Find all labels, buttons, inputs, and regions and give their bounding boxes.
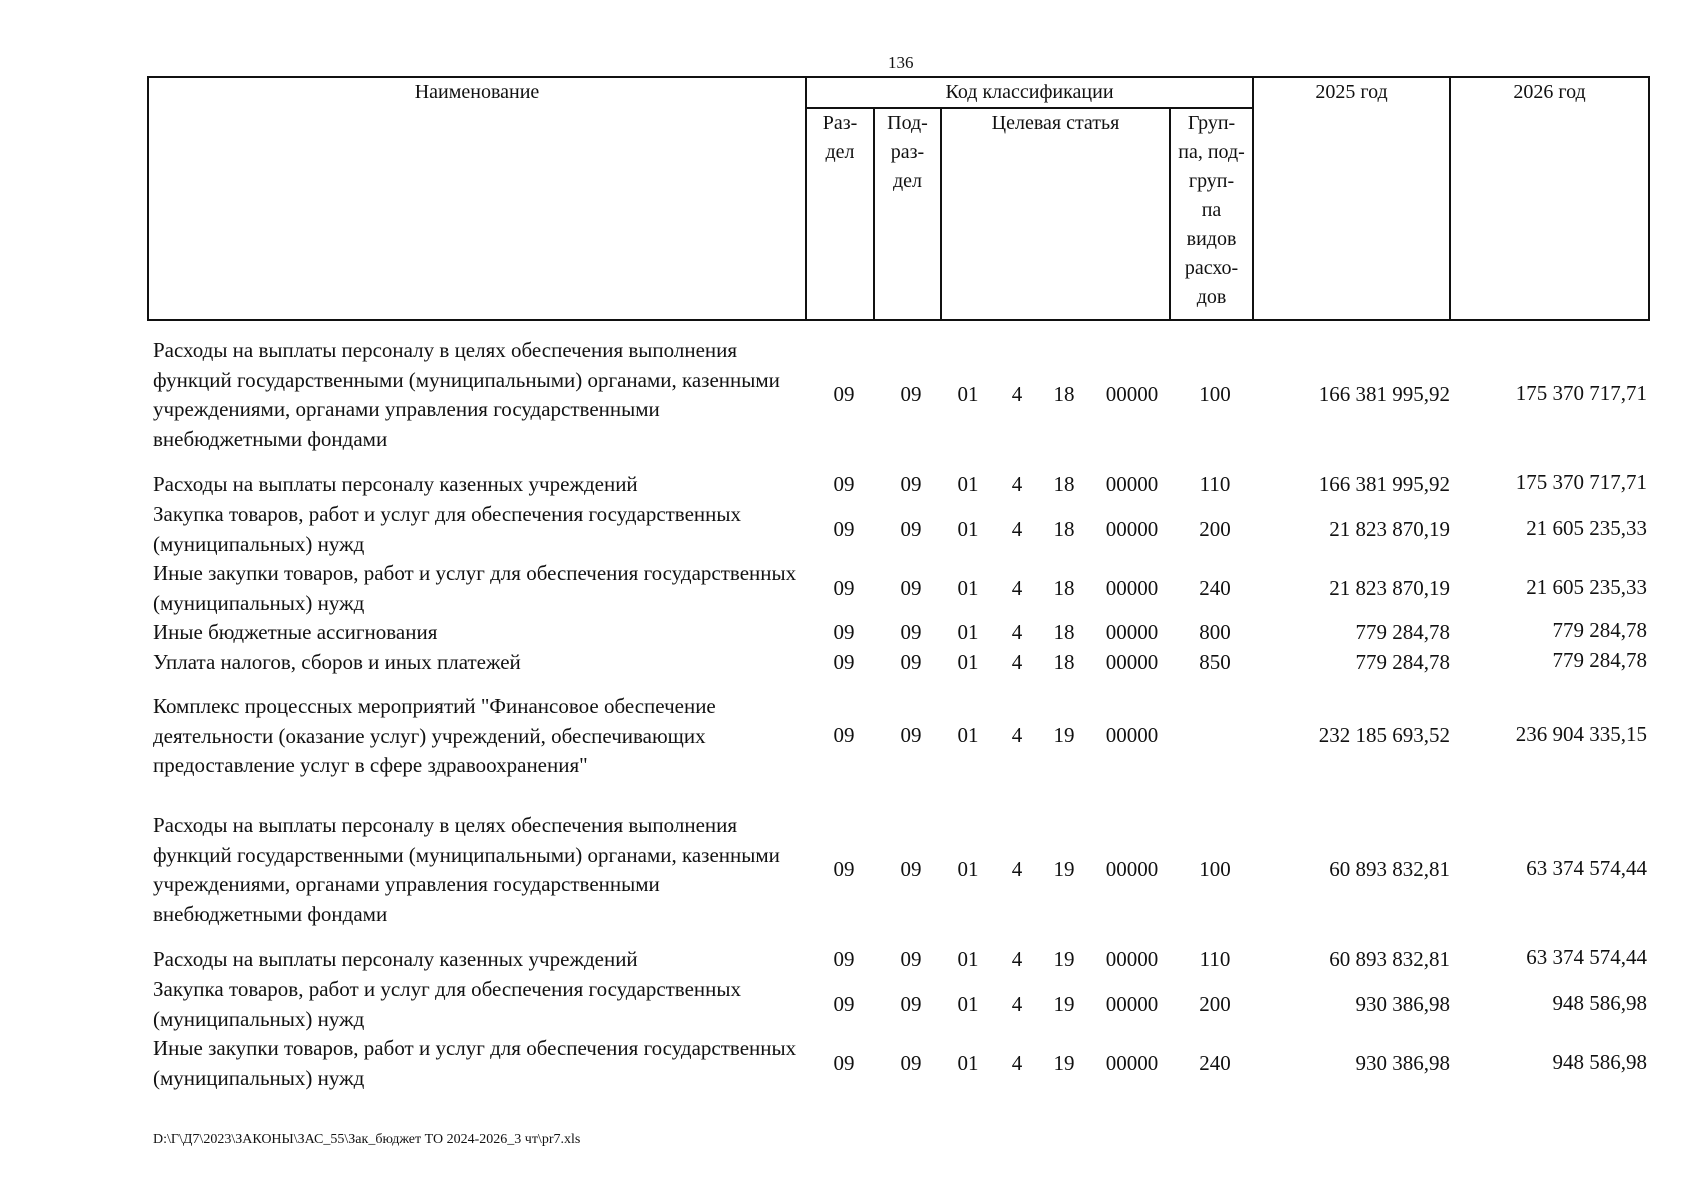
row-amount-2025: 232 185 693,52 (1318, 723, 1450, 747)
row-target-program: 01 (957, 382, 979, 406)
row-expense-type: 800 (1199, 620, 1231, 644)
row-expense-type: 240 (1199, 1051, 1231, 1075)
row-target-subprogram: 18 (1053, 517, 1075, 541)
row-amount-2025: 60 893 832,81 (1329, 947, 1450, 971)
row-target-program: 01 (957, 992, 979, 1016)
row-podrazdel: 09 (900, 517, 922, 541)
row-razdel: 09 (833, 576, 855, 600)
row-amount-2025: 930 386,98 (1355, 992, 1450, 1016)
row-razdel: 09 (833, 620, 855, 644)
row-podrazdel: 09 (900, 472, 922, 496)
row-target-subprogram: 19 (1053, 723, 1075, 747)
row-target-program: 01 (957, 1051, 979, 1075)
row-amount-2026: 948 586,98 (1552, 991, 1647, 1015)
row-target-program: 01 (957, 517, 979, 541)
row-amount-2026: 21 605 235,33 (1526, 575, 1647, 599)
row-amount-2025: 166 381 995,92 (1318, 472, 1450, 496)
row-amount-2026: 63 374 574,44 (1526, 856, 1647, 880)
row-name: Расходы на выплаты персоналу казенных учреждений (153, 472, 638, 496)
row-target-type: 4 (1011, 947, 1023, 971)
row-razdel: 09 (833, 992, 855, 1016)
row-target-direction: 00000 (1105, 947, 1159, 971)
row-target-direction: 00000 (1105, 857, 1159, 881)
row-target-type: 4 (1011, 517, 1023, 541)
row-name: Расходы на выплаты персоналу в целях обеспечения выполнения функций государственными (муниципальными) органами, казенными учреждениями, органами управления государственными внебюджетными фондами (153, 338, 780, 451)
row-target-direction: 00000 (1105, 1051, 1159, 1075)
row-amount-2025: 779 284,78 (1355, 650, 1450, 674)
row-razdel: 09 (833, 1051, 855, 1075)
row-target-subprogram: 19 (1053, 992, 1075, 1016)
row-podrazdel: 09 (900, 650, 922, 674)
row-target-type: 4 (1011, 857, 1023, 881)
row-amount-2026: 21 605 235,33 (1526, 516, 1647, 540)
row-target-type: 4 (1011, 1051, 1023, 1075)
row-expense-type: 100 (1199, 382, 1231, 406)
row-target-program: 01 (957, 472, 979, 496)
row-razdel: 09 (833, 857, 855, 881)
page-number: 136 (888, 53, 914, 72)
row-amount-2026: 779 284,78 (1552, 618, 1647, 642)
row-amount-2026: 63 374 574,44 (1526, 945, 1647, 969)
row-expense-type: 200 (1199, 517, 1231, 541)
row-name: Расходы на выплаты персоналу в целях обеспечения выполнения функций государственными (муниципальными) органами, казенными учреждениями, органами управления государственными внебюджетными фондами (153, 813, 780, 926)
row-target-program: 01 (957, 857, 979, 881)
header-code-classification: Код классификации (806, 77, 1253, 108)
row-name: Иные закупки товаров, работ и услуг для обеспечения государственных (муниципальных) нужд (153, 561, 797, 615)
row-target-subprogram: 19 (1053, 947, 1075, 971)
row-podrazdel: 09 (900, 382, 922, 406)
row-razdel: 09 (833, 472, 855, 496)
header-year-2026: 2026 год (1450, 77, 1649, 320)
row-amount-2026: 175 370 717,71 (1515, 470, 1647, 494)
row-amount-2025: 60 893 832,81 (1329, 857, 1450, 881)
row-name: Закупка товаров, работ и услуг для обеспечения государственных (муниципальных) нужд (153, 502, 742, 556)
row-amount-2025: 779 284,78 (1355, 620, 1450, 644)
row-target-direction: 00000 (1105, 723, 1159, 747)
row-podrazdel: 09 (900, 576, 922, 600)
row-name: Закупка товаров, работ и услуг для обеспечения государственных (муниципальных) нужд (153, 977, 742, 1031)
row-target-subprogram: 18 (1053, 472, 1075, 496)
row-amount-2025: 21 823 870,19 (1329, 576, 1450, 600)
row-target-type: 4 (1011, 650, 1023, 674)
row-target-subprogram: 18 (1053, 576, 1075, 600)
row-target-direction: 00000 (1105, 382, 1159, 406)
row-target-program: 01 (957, 620, 979, 644)
row-podrazdel: 09 (900, 947, 922, 971)
row-name: Расходы на выплаты персоналу казенных учреждений (153, 947, 638, 971)
row-name: Комплекс процессных мероприятий "Финансовое обеспечение деятельности (оказание услуг) учреждений, обеспечивающих предоставление услуг в сфере здравоохранения" (153, 694, 716, 777)
row-target-program: 01 (957, 576, 979, 600)
row-expense-type: 200 (1199, 992, 1231, 1016)
row-target-type: 4 (1011, 472, 1023, 496)
header-podrazdel: Под- раз- дел (874, 108, 941, 320)
row-target-direction: 00000 (1105, 576, 1159, 600)
row-razdel: 09 (833, 947, 855, 971)
header-name: Наименование (148, 77, 806, 320)
row-target-direction: 00000 (1105, 517, 1159, 541)
row-target-type: 4 (1011, 576, 1023, 600)
header-razdel: Раз- дел (806, 108, 874, 320)
row-target-subprogram: 19 (1053, 857, 1075, 881)
row-target-program: 01 (957, 947, 979, 971)
row-razdel: 09 (833, 382, 855, 406)
header-year-2025: 2025 год (1253, 77, 1450, 320)
row-expense-type: 110 (1199, 472, 1231, 496)
row-expense-type: 100 (1199, 857, 1231, 881)
row-razdel: 09 (833, 723, 855, 747)
row-target-type: 4 (1011, 382, 1023, 406)
row-amount-2026: 948 586,98 (1552, 1050, 1647, 1074)
row-amount-2026: 175 370 717,71 (1515, 381, 1647, 405)
row-podrazdel: 09 (900, 723, 922, 747)
row-target-subprogram: 18 (1053, 382, 1075, 406)
row-target-direction: 00000 (1105, 992, 1159, 1016)
row-target-type: 4 (1011, 620, 1023, 644)
row-target-direction: 00000 (1105, 472, 1159, 496)
row-target-subprogram: 18 (1053, 620, 1075, 644)
row-target-type: 4 (1011, 992, 1023, 1016)
row-target-direction: 00000 (1105, 650, 1159, 674)
row-target-subprogram: 19 (1053, 1051, 1075, 1075)
row-podrazdel: 09 (900, 857, 922, 881)
row-target-program: 01 (957, 723, 979, 747)
file-path-footer: D:\Г\Д7\2023\ЗАКОНЫ\ЗАС_55\Зак_бюджет ТО 2024-2026_3 чт\pr7.xls (153, 1132, 581, 1147)
row-podrazdel: 09 (900, 992, 922, 1016)
row-target-program: 01 (957, 650, 979, 674)
row-podrazdel: 09 (900, 1051, 922, 1075)
header-expense-group: Груп- па, под- груп- па видов расхо- дов (1170, 108, 1253, 320)
row-amount-2025: 166 381 995,92 (1318, 382, 1450, 406)
row-podrazdel: 09 (900, 620, 922, 644)
row-expense-type: 850 (1199, 650, 1231, 674)
header-target-article: Целевая статья (941, 108, 1170, 320)
row-name: Иные закупки товаров, работ и услуг для обеспечения государственных (муниципальных) нужд (153, 1036, 797, 1090)
row-name: Иные бюджетные ассигнования (153, 620, 438, 644)
row-target-type: 4 (1011, 723, 1023, 747)
row-target-subprogram: 18 (1053, 650, 1075, 674)
row-razdel: 09 (833, 517, 855, 541)
row-amount-2026: 779 284,78 (1552, 648, 1647, 672)
row-target-direction: 00000 (1105, 620, 1159, 644)
row-expense-type: 110 (1199, 947, 1231, 971)
row-expense-type: 240 (1199, 576, 1231, 600)
row-name: Уплата налогов, сборов и иных платежей (153, 650, 521, 674)
row-amount-2025: 21 823 870,19 (1329, 517, 1450, 541)
row-amount-2026: 236 904 335,15 (1515, 722, 1647, 746)
row-amount-2025: 930 386,98 (1355, 1051, 1450, 1075)
row-razdel: 09 (833, 650, 855, 674)
